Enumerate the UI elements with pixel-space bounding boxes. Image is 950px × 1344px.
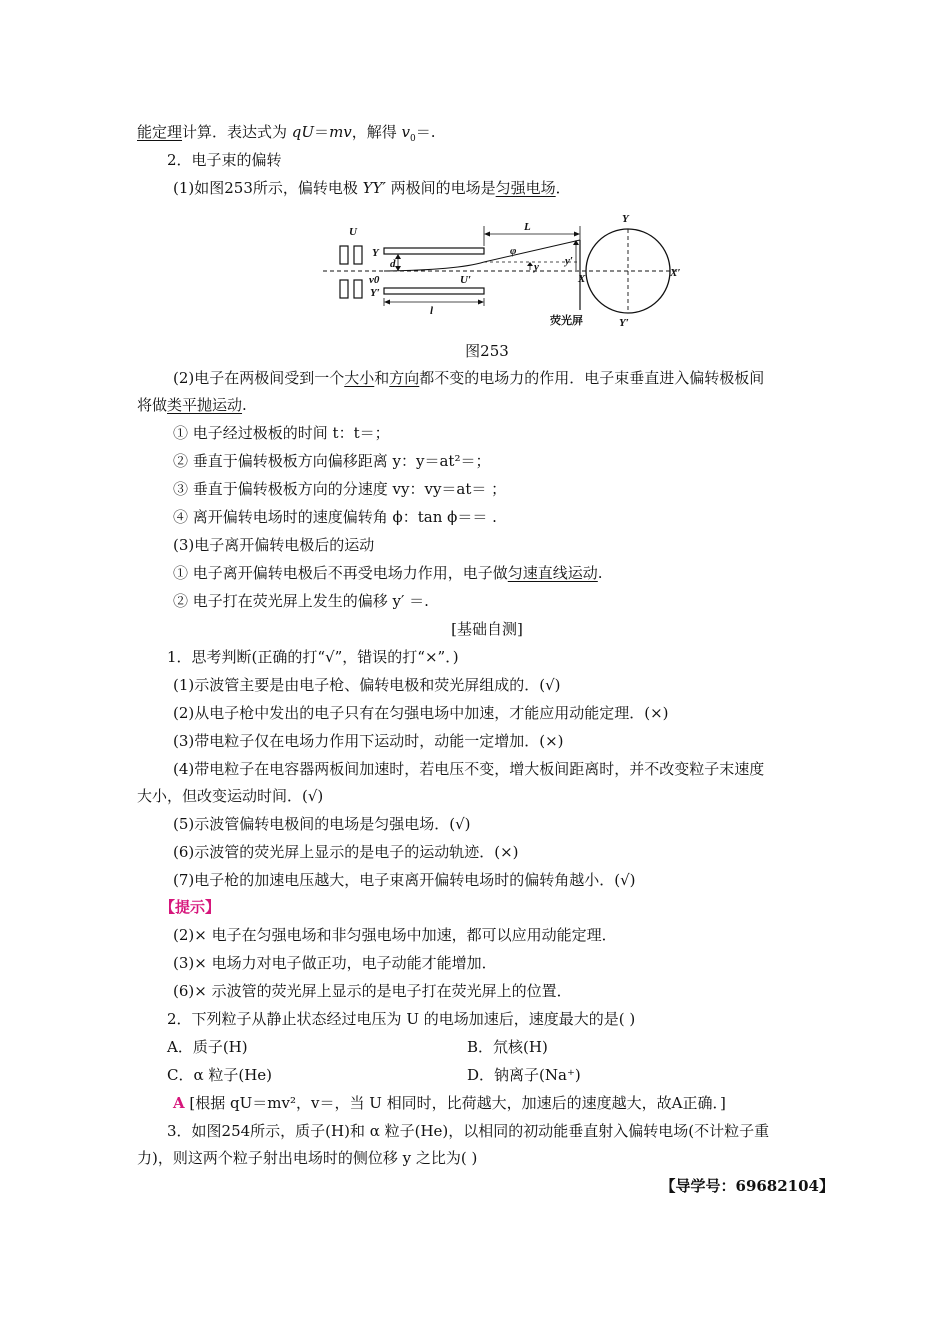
subsection-heading: (3)电子离开偏转电极后的运动 bbox=[173, 536, 375, 554]
term-projectile-motion: 类平抛运动 bbox=[167, 396, 243, 414]
item-screen-offset: ② 电子打在荧光屏上发生的偏移 y′ ＝. bbox=[173, 592, 429, 610]
formula: v bbox=[401, 123, 411, 141]
text: (2)电子在两极间受到一个 bbox=[173, 369, 345, 387]
option-a: A．质子(H) bbox=[167, 1038, 248, 1056]
label-y: y bbox=[534, 261, 539, 273]
options-row-1 bbox=[167, 1037, 867, 1057]
option-d: D．钠离子(Na⁺) bbox=[467, 1066, 581, 1084]
item-time: ① 电子经过极板的时间 t：t＝； bbox=[173, 424, 390, 442]
line-11 bbox=[173, 563, 873, 583]
label-Yprime: Y′ bbox=[370, 287, 380, 299]
formula: mv bbox=[329, 123, 352, 141]
judge-4a: (4)带电粒子在电容器两板间加速时，若电压不变，增大板间距离时，并不改变粒子末速度 bbox=[173, 760, 765, 778]
label-X: X bbox=[578, 273, 586, 285]
formula: YY′ bbox=[362, 179, 386, 197]
item-velocity: ③ 垂直于偏转极板方向的分速度 vy：vy＝at＝ ； bbox=[173, 480, 507, 498]
option-b: B．氘核(H) bbox=[467, 1038, 548, 1056]
judge-2: (2)从电子枪中发出的电子只有在匀强电场中加速，才能应用动能定理．(×) bbox=[173, 704, 669, 722]
label-Uprime: U′ bbox=[460, 274, 472, 286]
text: ＝. bbox=[415, 123, 436, 141]
answer-explanation: [根据 qU＝mv²，v＝，当 U 相同时，比荷越大，加速后的速度越大，故A正确．] bbox=[184, 1094, 726, 1112]
label-phi: φ bbox=[510, 245, 517, 257]
question-2: 2．下列粒子从静止状态经过电压为 U 的电场加速后，速度最大的是( ) bbox=[167, 1010, 636, 1028]
tip-6: (6)× 示波管的荧光屏上显示的是电子打在荧光屏上的位置． bbox=[173, 982, 572, 1000]
tip-text: 【提示】 bbox=[160, 898, 221, 916]
tip-label bbox=[160, 897, 860, 917]
text: ，解得 bbox=[351, 123, 402, 141]
judge-6: (6)示波管的荧光屏上显示的是电子的运动轨迹．(×) bbox=[173, 843, 519, 861]
term-uniform-motion: 匀速直线运动 bbox=[507, 564, 598, 582]
line-1: 能定理计算．表达式为 qU＝mv，解得 $v_0=$. bbox=[137, 123, 436, 144]
text: 两极间的电场是 bbox=[385, 179, 496, 197]
question-3b: 力)，则这两个粒子射出电场时的侧位移 y 之比为( ) bbox=[137, 1149, 478, 1167]
text: . bbox=[597, 564, 603, 582]
term-magnitude: 大小 bbox=[344, 369, 375, 387]
line-4 bbox=[173, 368, 873, 388]
judge-1: (1)示波管主要是由电子枪、偏转电极和荧光屏组成的．(√) bbox=[173, 676, 561, 694]
term-kinetic-energy-theorem: 能定理 bbox=[137, 123, 183, 141]
line-3 bbox=[173, 178, 873, 198]
label-screen: 荧光屏 bbox=[550, 315, 583, 327]
label-Xprime: X′ bbox=[670, 267, 681, 279]
label-d: d bbox=[390, 258, 396, 270]
text: 和 bbox=[374, 369, 390, 387]
line-5 bbox=[137, 395, 837, 415]
guide-number: 【导学号：69682104】 bbox=[660, 1177, 834, 1195]
label-v0: v0 bbox=[369, 274, 380, 286]
text: 将做 bbox=[137, 396, 168, 414]
options-row-2 bbox=[167, 1065, 867, 1085]
tip-3: (3)× 电场力对电子做正功，电子动能才能增加． bbox=[173, 954, 497, 972]
text: 都不变的电场力的作用．电子束垂直进入偏转极板间 bbox=[419, 369, 765, 387]
label-L: L bbox=[524, 221, 531, 233]
option-c: C．α 粒子(He) bbox=[167, 1066, 273, 1084]
judge-5: (5)示波管偏转电极间的电场是匀强电场．(√) bbox=[173, 815, 471, 833]
text: ． bbox=[555, 179, 571, 197]
label-yprime: y′ bbox=[565, 255, 573, 267]
answer-letter: A bbox=[173, 1094, 185, 1112]
judge-3: (3)带电粒子仅在电场力作用下运动时，动能一定增加．(×) bbox=[173, 732, 564, 750]
question-3a: 3．如图254所示，质子(H)和 α 粒子(He)，以相同的初动能垂直射入偏转电场(不计粒子重 bbox=[167, 1122, 770, 1140]
text: (1)如图253所示，偏转电极 bbox=[173, 179, 363, 197]
term-uniform-field: 匀强电场 bbox=[495, 179, 556, 197]
text: ① 电子离开偏转电极后不再受电场力作用，电子做 bbox=[173, 564, 508, 582]
formula: qU bbox=[291, 123, 315, 141]
answer-2 bbox=[173, 1093, 873, 1113]
oscilloscope-deflection-diagram bbox=[318, 210, 688, 330]
judge-7: (7)电子枪的加速电压越大，电子束离开偏转电场时的偏转角越小．(√) bbox=[173, 871, 636, 889]
self-test-heading: [基础自测] bbox=[451, 620, 523, 638]
item-angle: ④ 离开偏转电场时的速度偏转角 ϕ：tan ϕ＝＝ . bbox=[173, 508, 497, 526]
item-offset: ② 垂直于偏转极板方向偏移距离 y：y＝at²＝； bbox=[173, 452, 491, 470]
section-heading: 2．电子束的偏转 bbox=[167, 151, 282, 169]
question-1: 1．思考判断(正确的打“√”，错误的打“×”．) bbox=[167, 648, 459, 666]
text: 计算．表达式为 bbox=[182, 123, 292, 141]
label-U: U bbox=[349, 226, 357, 238]
label-screen-Y: Y bbox=[622, 213, 629, 225]
label-l: l bbox=[430, 305, 434, 317]
tip-2: (2)× 电子在匀强电场和非匀强电场中加速，都可以应用动能定理． bbox=[173, 926, 617, 944]
judge-4b: 大小，但改变运动时间．(√) bbox=[137, 787, 324, 805]
text: ＝ bbox=[314, 123, 330, 141]
figure-caption: 图253 bbox=[465, 342, 509, 360]
label-screen-Yprime: Y′ bbox=[619, 317, 629, 329]
label-Y: Y bbox=[372, 247, 379, 259]
term-direction: 方向 bbox=[389, 369, 420, 387]
text: . bbox=[242, 396, 247, 414]
